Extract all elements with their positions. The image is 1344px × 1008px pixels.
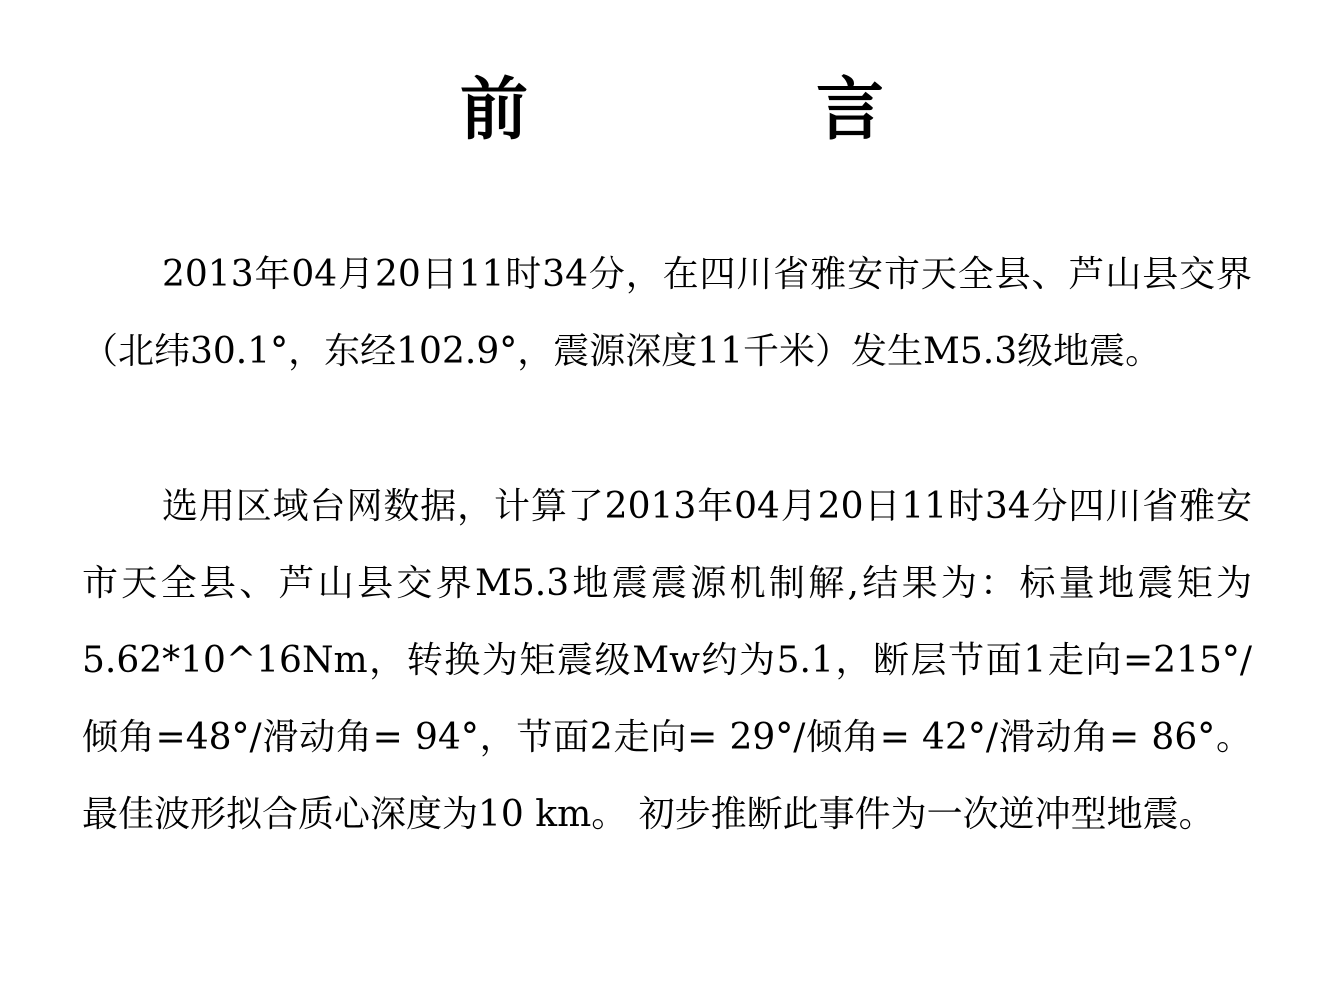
paragraph-earthquake-summary: 2013年04月20日11时34分，在四川省雅安市天全县、芦山县交界（北纬30.1°，东经102.9°，震源深度11千米）发生M5.3级地震。: [82, 254, 1252, 372]
page-title: 前 言: [459, 71, 994, 150]
paragraph-focal-mechanism: 选用区域台网数据，计算了2013年04月20日11时34分四川省雅安市天全县、芦山县交界M5.3地震震源机制解,结果为：标量地震矩为5.62*10^16Nm，转换为矩震级Mw约为5.1，断层节面1走向=215°/倾角=48°/滑动角= 94°，节面2走向= 29°/倾角= 42°/滑动角= 86°。最佳波形拟合质心深度为10 km。 初步推断此事件为一次逆冲型地震。: [82, 486, 1252, 835]
